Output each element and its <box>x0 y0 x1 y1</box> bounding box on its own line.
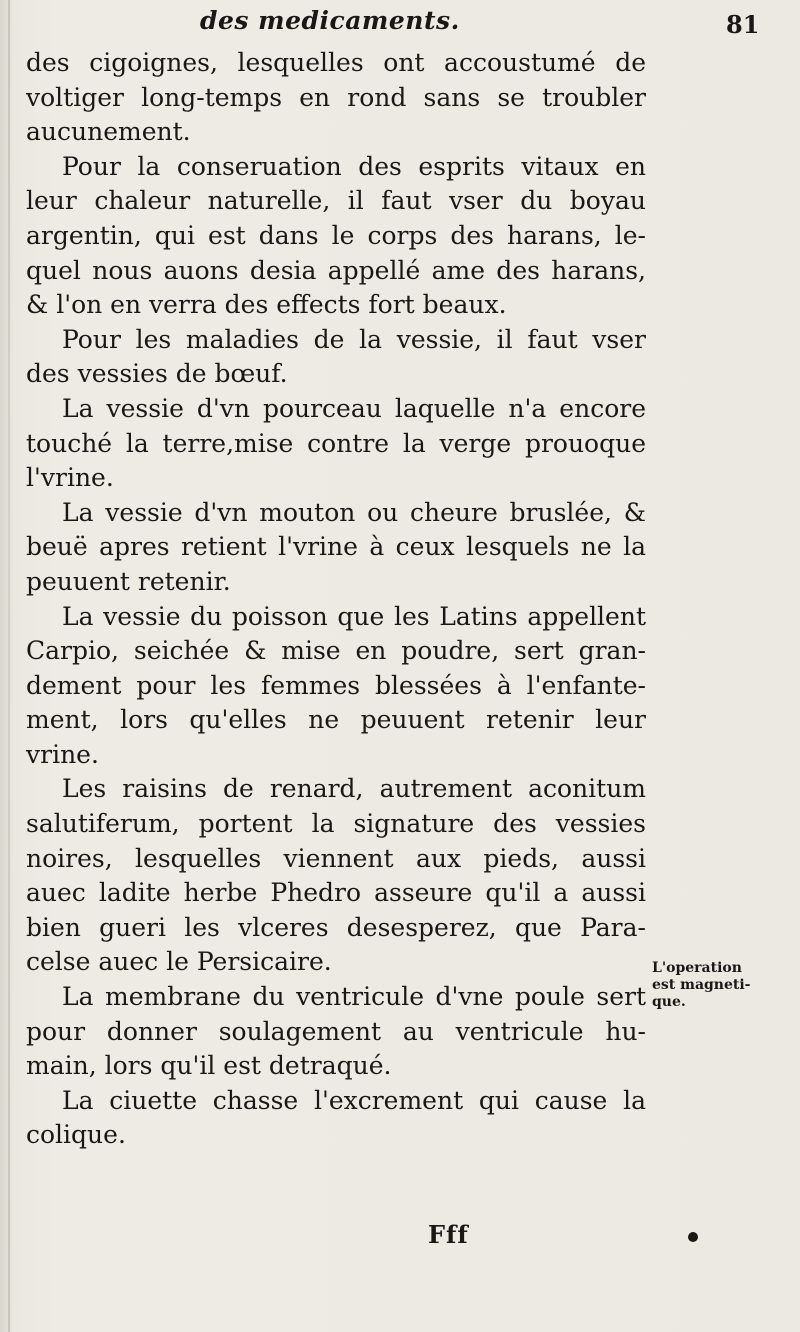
text-line: noires, lesquelles viennent aux pieds, aussi <box>26 843 646 873</box>
text-line: La ciuette chasse l'excrement qui cause la <box>62 1085 646 1115</box>
text-line: vrine. <box>26 739 99 769</box>
page-header <box>0 6 800 39</box>
margin-note <box>652 960 796 1011</box>
text-line: La vessie du poisson que les Latins appellent <box>62 601 646 631</box>
text-line: ment, lors qu'elles ne peuuent retenir leur <box>26 705 646 735</box>
text-line: La vessie d'vn pourceau laquelle n'a encore <box>62 393 646 423</box>
text-line: peuuent retenir. <box>26 566 231 596</box>
margin-note-line: est magneti- <box>652 977 751 993</box>
text-line: l'vrine. <box>26 463 114 493</box>
text-line: celse auec le Persicaire. <box>26 947 332 977</box>
text-line: beuë apres retient l'vrine à ceux lesquels ne la <box>26 532 646 562</box>
text-line: Carpio, seichée & mise en poudre, sert gran- <box>26 636 646 666</box>
body-text <box>26 46 646 1153</box>
text-line: des vessies de bœuf. <box>26 359 288 389</box>
ink-dot <box>688 1232 698 1242</box>
text-line: pour donner soulagement au ventricule hu- <box>26 1016 646 1046</box>
text-line: La membrane du ventricule d'vne poule sert <box>62 982 646 1012</box>
text-line: touché la terre,mise contre la verge prouoque <box>26 428 646 458</box>
text-line: quel nous auons desia appellé ame des harans, <box>26 255 646 285</box>
page-number: 81 <box>726 10 760 39</box>
text-line: salutiferum, portent la signature des vessies <box>26 809 646 839</box>
text-line: aucunement. <box>26 117 191 147</box>
running-title: des medicaments. <box>200 6 460 35</box>
text-line: colique. <box>26 1120 126 1150</box>
text-line: argentin, qui est dans le corps des harans, le- <box>26 220 646 250</box>
text-line: leur chaleur naturelle, il faut vser du boyau <box>26 186 646 216</box>
text-line: des cigoignes, lesquelles ont accoustumé de <box>26 48 646 77</box>
text-line: & l'on en verra des effects fort beaux. <box>26 290 507 320</box>
margin-note-line: L'operation <box>652 960 742 976</box>
text-line: dement pour les femmes blessées à l'enfante- <box>26 670 646 700</box>
text-line: auec ladite herbe Phedro asseure qu'il a aussi <box>26 878 646 908</box>
text-line: main, lors qu'il est detraqué. <box>26 1051 392 1081</box>
text-line: Pour la conseruation des esprits vitaux en <box>62 151 646 181</box>
text-line: La vessie d'vn mouton ou cheure bruslée, & <box>62 497 646 527</box>
binding-gutter <box>8 0 10 1332</box>
text-line: bien gueri les vlceres desesperez, que Para- <box>26 912 646 942</box>
text-line: Pour les maladies de la vessie, il faut vser <box>62 324 646 354</box>
margin-note-line: que. <box>652 994 686 1010</box>
text-line: voltiger long-temps en rond sans se troubler <box>26 82 646 112</box>
signature-mark: Fff <box>428 1220 469 1249</box>
text-line: Les raisins de renard, autrement aconitum <box>62 774 646 804</box>
